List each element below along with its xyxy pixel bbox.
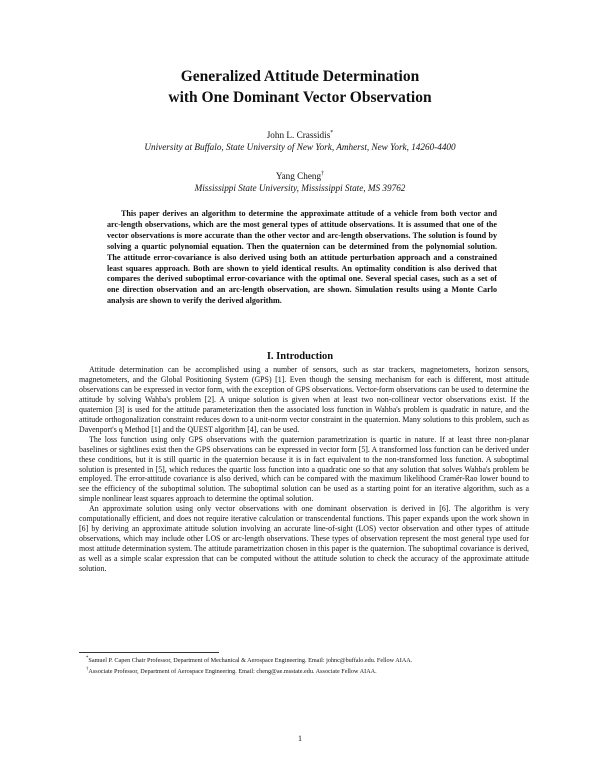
author-2-name: Yang Cheng† [275, 171, 325, 182]
title-line-2: with One Dominant Vector Observation [168, 89, 432, 106]
author-2 [0, 168, 600, 194]
author-2-affiliation: Mississippi State University, Mississippi State, MS 39762 [194, 183, 406, 194]
paragraph: Attitude determination can be accomplished using a number of sensors, such as star trackers, magnetometers, horizon sensors, magnetometers, and the Global Positioning System (GPS) [1]. Even though the sensing mechanism for each is different, most attitude observations can be expressed in vector form, with the exception of GPS observations. Vector-form observations can be used to determine the attitude by solving Wahba's problem [2]. A unique solution is given when at least two non-collinear vector observations exist. If the quaternion [3] is used for the attitude parameterization then the associated loss function in Wahba's problem is quadratic in nature, and the attitude orthogonalization constraint reduces down to a unit-norm vector constraint in the quaternion. Many solutions to this problem, such as Davenport's q Method [1] and the QUEST algorithm [4], can be used. [79, 365, 529, 434]
page-number: 1 [298, 734, 302, 743]
footnote-2: †Associate Professor, Department of Aerospace Engineering. Email: cheng@ae.msstate.edu. Associate Fellow AIAA. [86, 666, 377, 675]
paragraph: The loss function using only GPS observations with the quaternion parametrization is quartic in nature. If at least three non-planar baselines or sightlines exist then the GPS observations can be expressed in vector form [5]. A transformed loss function can be derived under these conditions, but it is still quartic in the quaternion because it is in fact equivalent to the non-transformed loss function. A suboptimal solution is presented in [5], which reduces the quartic loss function into a quadratic one so that any solution that solves Wahba's problem be employed. The error-attitude covariance is also derived, which can be compared with the maximum likelihood Cramér-Rao lower bound to see the efficiency of the suboptimal solution. The suboptimal solution can be used as a starting point for an iterative algorithm, such as a simple nonlinear least squares approach to determine the optimal solution. [79, 434, 529, 504]
title-line-1: Generalized Attitude Determination [180, 68, 420, 85]
footnotes [86, 655, 526, 676]
paragraph: An approximate solution using only vector observations with one dominant observation is derived in [6]. The algorithm is very computationally efficient, and does not require iterative calculation or transcendental functions. This paper expands upon the work shown in [6] by deriving an approximate attitude solution involving an accurate line-of-sight (LOS) vector observation and other types of attitude observations, which may include other LOS or arc-length observations. These types of observation represent the most general type used for most attitude determination system. The attitude parametrization chosen in this paper is the quaternion. The suboptimal covariance is derived, as well as a simple scalar expression that can be computed without the attitude solution to check the accuracy of the approximate attitude solution. [79, 504, 529, 574]
section-body [79, 365, 529, 574]
abstract: This paper derives an algorithm to determine the approximate attitude of a vehicle from both vector and arc-length observations, which are the most general types of attitude observations. It is assumed that one of the vector observations is more accurate than the other vector and arc-length observations. The solution is found by solving a quartic polynomial equation. Then the quaternion can be determined from the polynomial solution. The attitude error-covariance is also derived using both an attitude perturbation approach and a constrained least squares approach. Both are shown to yield identical results. An optimality condition is also derived that compares the derived suboptimal error-covariance with the optimal one. Several special cases, such as a set of one direction observation and an arc-length observation, are shown. Simulation results using a Monte Carlo analysis are shown to verify the derived algorithm. [107, 209, 497, 306]
paper-title [0, 66, 600, 108]
section-heading: I. Introduction [266, 351, 334, 362]
footnote-1: *Samuel P. Capen Chair Professor, Department of Mechanical & Aerospace Engineering. Email: johnc@buffalo.edu. Fellow AIAA. [86, 656, 413, 665]
footnote-divider [79, 652, 219, 653]
author-1-affiliation: University at Buffalo, State University of New York, Amherst, New York, 14260-4400 [144, 142, 456, 153]
author-1-name: John L. Crassidis* [266, 130, 334, 141]
author-1 [0, 127, 600, 153]
